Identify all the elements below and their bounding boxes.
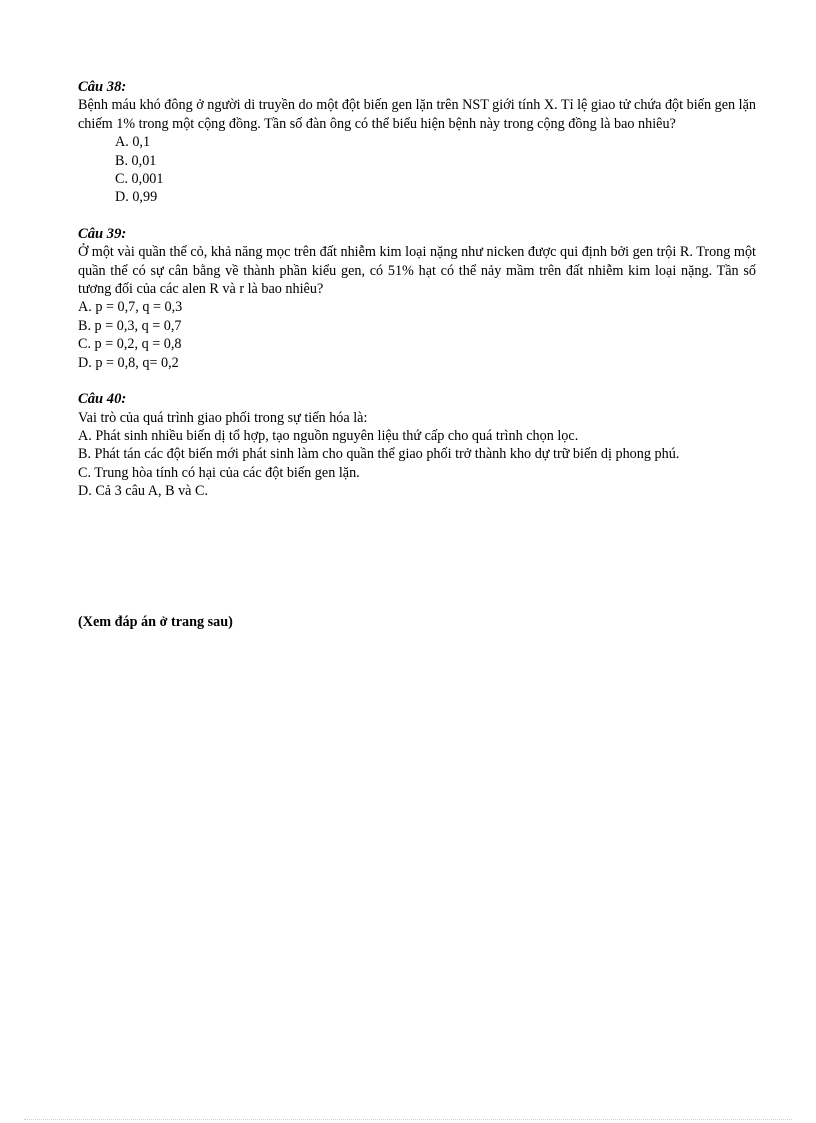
question-text: Bệnh máu khó đông ở người di truyền do một đột biến gen lặn trên NST giới tính X. Tỉ lệ giao tử chứa đột biến gen lặn chiếm 1% trong một cộng đồng. Tần số đàn ông có thể biểu hiện bệnh này trong cộng đồng là bao nhiêu? <box>78 97 756 132</box>
answer-option-d: D. Cả 3 câu A, B và C. <box>78 483 209 500</box>
question-38 <box>78 78 756 207</box>
answer-option-c: C. 0,001 <box>115 171 164 188</box>
answer-option-b: B. 0,01 <box>115 152 157 169</box>
question-title: Câu 40: <box>78 391 127 408</box>
answer-option-a: A. Phát sinh nhiều biến dị tổ hợp, tạo nguồn nguyên liệu thứ cấp cho quá trình chọn lọc. <box>78 427 579 444</box>
question-text: Ở một vài quần thể cỏ, khả năng mọc trên đất nhiễm kim loại nặng như nicken được qui định bởi gen trội R. Trong một quần thể có sự cân bằng về thành phần kiểu gen, có 51% hạt có thể nảy mầm trên đất nhiễm kim loại nặng. Tần số tương đối của các alen R và r là bao nhiêu? <box>78 244 756 298</box>
footer-note: (Xem đáp án ở trang sau) <box>78 614 233 630</box>
answer-option-b: B. p = 0,3, q = 0,7 <box>78 317 182 334</box>
answer-option-c: C. Trung hòa tính có hại của các đột biến gen lặn. <box>78 464 360 481</box>
answer-option-d: D. 0,99 <box>115 189 158 206</box>
question-text: Vai trò của quá trình giao phối trong sự tiến hóa là: <box>78 409 368 426</box>
questions-container <box>78 78 756 519</box>
answer-option-a: A. p = 0,7, q = 0,3 <box>78 299 183 316</box>
answer-option-a: A. 0,1 <box>115 134 151 151</box>
answer-option-c: C. p = 0,2, q = 0,8 <box>78 336 182 353</box>
question-title: Câu 39: <box>78 225 127 242</box>
answer-option-b: B. Phát tán các đột biến mới phát sinh làm cho quần thể giao phối trở thành kho dự trữ biến dị phong phú. <box>78 446 680 463</box>
question-39 <box>78 225 756 372</box>
answer-option-d: D. p = 0,8, q= 0,2 <box>78 354 179 371</box>
question-40 <box>78 390 756 500</box>
question-title: Câu 38: <box>78 79 127 95</box>
page-bottom-divider <box>24 1119 792 1120</box>
